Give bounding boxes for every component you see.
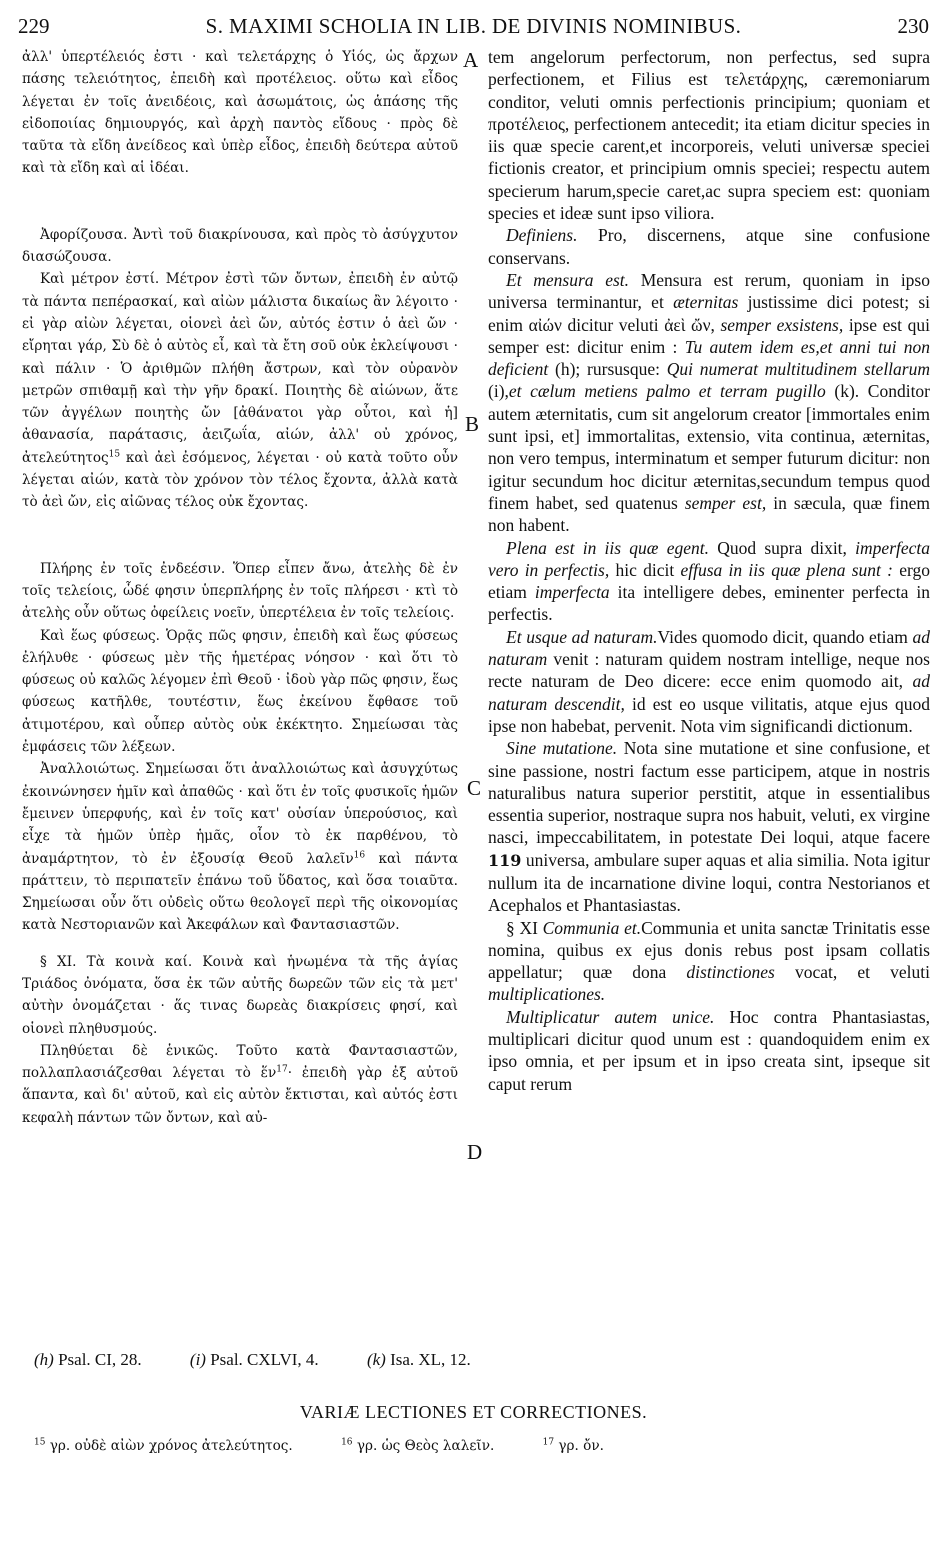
latin-paragraph: Et mensura est. Mensura est rerum, quoniam in ipso universa terminantur, et æternitas justissime dici potest; si enim αἰών dicitur veluti ἀεὶ ὤν, semper exsistens, ipse est qui semper est: dicitur enim : Tu autem idem es,et anni tui non deficient (h); rursusque: Qui numerat multitudinem stellarum (i),et cælum metiens palmo et terram pugillo (k). Conditor autem æternitatis, cum sit angelorum creator [immortales enim sunt ipsi, et] immortalitas, extensio, vita continua, æternitas, non vero tempus, interminatum et semper futurum dicitur: non igitur secundum hoc dicitur æternitas,secundum tempus quod finem habet, sed quatenus semper est, in sæcula, quæ finem non habent. (488, 269, 931, 536)
column-number: 119 (488, 850, 522, 870)
variant-ref: 15 (108, 449, 121, 460)
lemma: Et mensura est. (506, 269, 630, 290)
margin-letter-d: D (467, 1140, 483, 1164)
margin-letter-c: C (467, 776, 482, 800)
greek-paragraph: Πλήρης ἐν τοῖς ἐνδεέσιν. Ὅπερ εἶπεν ἄνω, ἀτελὴς δὲ ἐν τοῖς τελείοις, ὧδέ φησιν ὑπερπλήρης ἐν τοῖς πλήρεσι · κτὶ τὸ ἀτελὴς οὖν οὕτως ὀφείλεις νοεῖν, ὑπερτέλεια ἐν τοῖς τελείοις. (22, 560, 458, 622)
variant-note: $^{15}$ γρ. οὐδὲ αἰὼν χρόνος ἀτελεύτητος. (34, 1437, 293, 1454)
running-head (18, 14, 929, 40)
footnote: (k) Isa. XL, 12. (366, 1350, 471, 1369)
greek-paragraph: Καὶ μέτρον ἐστί. Μέτρον ἐστὶ τῶν ὄντων, ἐπειδὴ ἐν αὐτῷ τὰ πάντα πεπέρασκαί, καὶ αἰὼν μάλιστα δικαίως ἂν λέγοιτο · εἰ γὰρ αἰὼν λέγεται, οἱονεὶ ἀεὶ ὤν, αὐτός ἐστιν ὁ ἀεὶ ὤν · εἴρηται γάρ, Σὺ δὲ ὁ αὐτὸς εἶ, καὶ τὰ ἔτη σοῦ οὐκ ἐκλείψουσι · καὶ πάλιν · Ὁ ἀριθμῶν πλήθη ἄστρων, καὶ τὸν οὐρανὸν μετρῶν σπιθαμῇ καὶ τὴν γῆν δρακί. Ποιητὴς δὲ αἰώνων, ἅτε τῶν ἀγγέλων ποιητὴς ὤν [ἀθάνατοι γὰρ οὗτοι, καὶ ἡ] ἀθανασία, παράτασις, ἀειζωΐα, αἰών, ἀλλ' οὐ χρόνος, ἀτελεύτητος$^{15}$ καὶ ἀεὶ ἐσόμενος, λέγεται · οὐ κατὰ τοῦτο οὖν λέγεται αἰών, κατὰ τὸν χρόνον τὸν τέλος ἔχοντα, ἀλλὰ κατὰ τὸ ἀεὶ ὤν, εἰς αἰῶνας τέλος οὐκ ἔχοντας. (22, 271, 459, 511)
margin-letter-a: A (463, 48, 479, 72)
greek-paragraph: § XI. Τὰ κοινὰ καί. Κοινὰ καὶ ἡνωμένα τὰ τῆς ἁγίας Τριάδος ὀνόματα, ὅσα ἐκ τῶν αὐτῆς δωρεῶν τῶν εἰς τὰ μετ' αὐτὴν ὀνομάζεται · ἅς τινας δωρεὰς διακρίσεις φησί, καὶ οἱονεὶ πληθυσμούς. (22, 953, 458, 1037)
page-number-left: 229 (18, 14, 50, 38)
latin-paragraph: Plena est in iis quæ egent. Quod supra dixit, imperfecta vero in perfectis, hic dicit effusa in iis quæ plena sunt : ergo etiam imperfecta ita intelligere debes, eminenter perfecta in perfectis. (488, 537, 931, 625)
greek-paragraph: ἀλλ' ὑπερτέλειός ἐστι · καὶ τελετάρχης ὁ Υἱός, ὡς ἄρχων πάσης τελειότητος, ἐπειδὴ καὶ προτέλειος. οὕτω καὶ εἶδος λέγεται ἐν τοῖς ἀνειδέοις, καὶ ἀσωμάτοις, ὡς ἁπάσης τῆς εἰδοποιίας δημιουργός, καὶ ἀρχὴ παντὸς εἴδους · πρὸς δὲ ταῦτα τὰ εἴδη ἀνείδεος καὶ ὑπὲρ εἶδος, ἐπειδὴ δεύτερα αὐτοῦ καὶ τὰ εἴδη καὶ αἱ ἰδέαι. (22, 49, 458, 177)
greek-paragraph: Πληθύεται δὲ ἑνικῶς. Τοῦτο κατὰ Φαντασιαστῶν, πολλαπλασιάζεσθαι λέγεται τὸ ἕν$^{17}$· ἐπειδὴ γὰρ ἐξ αὐτοῦ ἅπαντα, καὶ δι' αὐτοῦ, καὶ εἰς αὐτὸν ἔκτισται, καὶ αὐτός ἐστι κεφαλὴ πάντων τῶν ὄντων, καὶ αὐ- (22, 1042, 458, 1126)
variae-notes (34, 1438, 914, 1454)
footnote: (i) Psal. CXLVI, 4. (189, 1350, 319, 1369)
lemma: Sine mutatione. (506, 738, 618, 759)
latin-paragraph: Sine mutatione. Nota sine mutatione et sine confusione, et sine passione, nostri factum esse participem, atque in nostris naturalibus natura superior perstitit, atque in essentialibus essentia superior, nostraque supra nos habuit, veluti, ex virgine nasci, impeccabilitatem, in potestate Dei loqui, atque facere 119 universa, ambulare super aquas et alia similia. Nota igitur nullum ita de incarnatione divine loqui, contra Nestorianos et Acephalos et Phantasiastas. (488, 738, 931, 916)
page-number-right: 230 (897, 14, 929, 38)
variant-ref: 17 (276, 1064, 288, 1075)
variant-note: $^{16}$ γρ. ὡς Θεὸς λαλεῖν. (341, 1437, 495, 1454)
footnotes (34, 1350, 914, 1370)
latin-column (488, 46, 930, 1095)
latin-paragraph: Multiplicatur autem unice. Hoc contra Phantasiastas, multiplicari dicitur quod unum est : quandoquidem enim ex ipso omnia, et per ipsum et in ipso creata sint, ipseque sit caput rerum (488, 1006, 930, 1094)
lemma: Definiens. (506, 225, 578, 246)
lemma: Et usque ad naturam. (506, 626, 658, 647)
lemma: Plena est in iis quæ egent. (506, 537, 709, 558)
latin-paragraph: § XI Communia et.Communia et unita sanctæ Trinitatis esse nomina, quibus ex ejus donis rebus post ipsam collatis appellatur; quæ dona distinctiones vocat, et veluti multiplicationes. (488, 917, 931, 1005)
variant-note: $^{17}$ γρ. ὄν. (542, 1437, 604, 1454)
variae-heading: VARIÆ LECTIONES ET CORRECTIONES. (299, 1402, 648, 1422)
greek-paragraph: Ἀναλλοιώτως. Σημείωσαι ὅτι ἀναλλοιώτως καὶ ἀσυγχύτως ἐκοινώνησεν ἡμῖν καὶ ἀπαθῶς · καὶ ὅτι ἐν τοῖς φυσικοῖς ἡμῶν ἔμεινεν ὑπερφυής, καὶ ἐν τοῖς κατ' οὐσίαν ὑπερούσιος, καὶ εἶχε τὰ ἡμῶν ὑπὲρ ἡμᾶς, οἷον τὸ ἐκ παρθένου, τὸ ἀναμάρτητον, τὸ ἐν ἐξουσίᾳ Θεοῦ λαλεῖν$^{16}$ καὶ πάντα πράττειν, τὸ περιπατεῖν ἐπάνω τοῦ ὕδατος, καὶ ὅσα τοιαῦτα. Σημείωσαι οὖν ὅτι οὐδεὶς οὕτω θεολογεῖ περὶ τῆς οἰκονομίας κατὰ Νεστοριανῶν καὶ Ἀκεφάλων καὶ Φαντασιαστῶν. (22, 761, 458, 934)
latin-paragraph: Et usque ad naturam.Vides quomodo dicit, quando etiam ad naturam venit : naturam quidem nostram intellige, neque nos recte naturam de Deo dicere: ecce enim quomodo ait, ad naturam descendit, id est eo usque vilitatis, atque ejus quod ipse non habebat, pervenit. Nota vim significandi dictionum. (488, 626, 931, 736)
lemma: Communia et. (542, 917, 642, 938)
variant-ref: 16 (353, 849, 366, 860)
greek-paragraph: Καὶ ἕως φύσεως. Ὁρᾷς πῶς φησιν, ἐπειδὴ καὶ ἕως φύσεως ἐλήλυθε · φύσεως μὲν τῆς ἡμετέρας νόησον · καὶ ὅτι τὸ φύσεως οὐ καλῶς λέγομεν ἐπὶ Θεοῦ · ἰδοὺ γὰρ πῶς φησιν, ἕως φύσεως κατῆλθε, τουτέστιν, ἕως ἐκείνου ἔφθασε τοῦ ἀτιμοτέρου, καὶ οὗπερ αὐτὸς οὐκ ἐκέκτητο. Σημείωσαι τὰς ἐμφάσεις τῶν λέξεων. (22, 627, 458, 756)
latin-paragraph: Definiens. Pro, discernens, atque sine confusione conservans. (488, 225, 931, 268)
running-title: S. MAXIMI SCHOLIA IN LIB. DE DIVINIS NOMINIBUS. (205, 14, 742, 38)
greek-column (22, 46, 458, 1129)
margin-letter-b: B (465, 412, 480, 436)
footnote: (h) Psal. CI, 28. (34, 1350, 142, 1369)
latin-paragraph: tem angelorum perfectorum, non perfectus, sed supra perfectionem, et Filius est τελετάρχης, cæremoniarum conditor, veluti omnis perfectionis principium; quoniam et προτέλειος, perfectionem antecedit; ita etiam dicitur species in iis quæ specie carent,et incorporeis, veluti universæ speciei fictionis creator, et principium omnis speciei; respectu autem specierum harum,specie caret,ac supra speciem est: quoniam species et ideæ sunt ipso viliora. (488, 47, 930, 224)
greek-paragraph: Ἀφορίζουσα. Ἀντὶ τοῦ διακρίνουσα, καὶ πρὸς τὸ ἀσύγχυτον διασώζουσα. (22, 226, 458, 266)
lemma: Multiplicatur autem unice. (506, 1006, 715, 1027)
